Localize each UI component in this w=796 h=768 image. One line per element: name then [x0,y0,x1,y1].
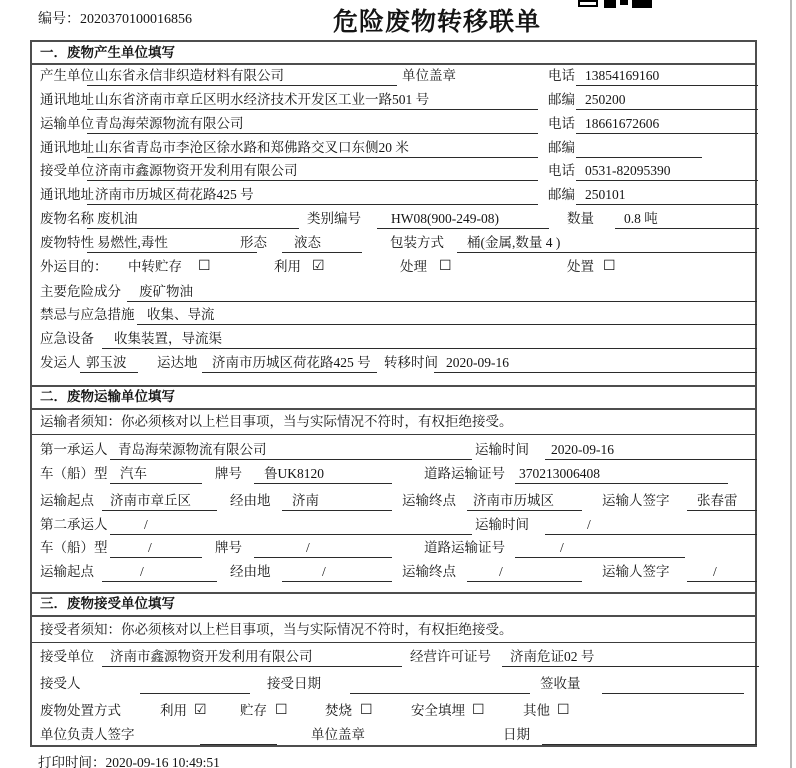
option-label: 贮存 [240,703,267,718]
row-producer [32,66,755,88]
qr-code-fragment [604,0,616,8]
zip-value [576,138,702,158]
phone-label: 电话 [548,116,575,131]
row-transfer-purpose [32,257,755,279]
field-label: 接受单位 [40,163,94,178]
checkbox-treat: ☐ [439,258,452,274]
field-label: 运输起点 [40,493,94,508]
field-label: 主要危险成分 [40,284,121,299]
zip-label: 邮编 [548,140,575,155]
zip-value: 250200 [576,90,758,110]
field-label: 接受单位 [40,649,94,664]
phone-label: 电话 [548,163,575,178]
phone-value: 13854169160 [576,66,758,86]
field-label: 通讯地址 [40,187,94,202]
field-label: 禁忌与应急措施 [40,307,135,322]
qr-code-fragment [632,0,652,8]
row-hazard-component [32,282,755,304]
zip-label: 邮编 [548,92,575,107]
field-label: 第一承运人 [40,442,108,457]
sender-value: 郭玉波 [80,353,138,373]
phone-value: 0531-82095390 [576,161,758,181]
document-number [38,8,192,28]
section1-header: 一．废物产生单位填写 [32,42,755,65]
route-end-value: 济南市历城区 [467,491,582,511]
license-value: 济南危证02 号 [502,647,759,667]
row-emergency-equipment [32,329,755,351]
document-number-label: 编号： [38,12,80,27]
phone-value: 18661672606 [576,114,758,134]
accept-date-label: 接受日期 [267,676,321,691]
row-vehicle1 [32,464,755,486]
row-receiver-notice [32,620,755,643]
field-label: 运输起点 [40,564,94,579]
row-route2 [32,562,755,584]
field-label: 废物特性 [40,235,94,250]
checkbox-transit-storage: ☐ [198,258,211,274]
transfer-time-value: 2020-09-16 [434,353,757,373]
packaging-label: 包装方式 [390,235,444,250]
plate-value: / [254,538,392,558]
manifest-table [30,40,757,747]
row-second-carrier [32,515,755,537]
via-value: 济南 [282,491,392,511]
date-value [542,725,757,745]
measures-value: 收集、导流 [137,305,757,325]
transport-time-label: 运输时间 [475,517,529,532]
received-qty-label: 签收量 [540,676,581,691]
plate-label: 牌号 [215,540,242,555]
print-time-value: 2020-09-16 10:49:51 [105,755,220,768]
option-label: 焚烧 [325,703,352,718]
page-title: 危险废物转移联单 [333,8,542,36]
responsible-signature-value [200,725,277,745]
transfer-time-label: 转移时间 [384,355,438,370]
receiver-address-value: 济南市历城区荷花路425 号 [87,185,538,205]
acceptor-value [140,674,250,694]
traits-value: 易燃性,毒性 [87,233,257,253]
field-label: 运输单位 [40,116,94,131]
row-first-carrier [32,440,755,462]
checkbox-store: ☐ [275,702,288,718]
option-label: 利用 [160,703,187,718]
receiver-notice-text: 接受者须知：你必须核对以上栏目事项，当与实际情况不符时，有权拒绝接受。 [40,622,513,637]
phone-label: 电话 [548,68,575,83]
row-responsible-signature [32,725,755,747]
row-receiver-address [32,185,755,207]
transport-time-value: / [545,515,757,535]
field-label: 应急设备 [40,331,94,346]
waste-name-value: 废机油 [87,209,299,229]
zip-label: 邮编 [548,187,575,202]
hazard-value: 废矿物油 [127,282,757,302]
plate-value: 鲁UK8120 [254,464,392,484]
checkbox-incinerate: ☐ [360,702,373,718]
row-acceptor [32,674,755,696]
accepting-unit-value: 济南市鑫源物资开发利用有限公司 [102,647,402,667]
unit-seal-label: 单位盖章 [311,727,365,742]
vehicle-type-value: / [110,538,202,558]
route-end-label: 运输终点 [402,493,456,508]
seal-label: 单位盖章 [402,68,456,83]
field-label: 发运人 [40,355,81,370]
producer-address-value: 山东省济南市章丘区明水经济技术开发区工业一路501 号 [87,90,538,110]
route-end-label: 运输终点 [402,564,456,579]
row-transporter-notice [32,412,755,435]
option-label: 其他 [523,703,550,718]
row-producer-address [32,90,755,112]
route-start-value: / [102,562,217,582]
quantity-value: 0.8 吨 [615,209,759,229]
zip-value: 250101 [576,185,758,205]
transporter-value: 青岛海荣源物流有限公司 [87,114,538,134]
permit-label: 道路运输证号 [424,466,505,481]
section3-header: 三．废物接受单位填写 [32,592,755,617]
field-label: 通讯地址 [40,140,94,155]
field-label: 产生单位 [40,68,94,83]
carrier-signature-value: / [687,562,757,582]
print-time-label: 打印时间： [38,755,106,768]
accept-date-value [350,674,530,694]
first-carrier-value: 青岛海荣源物流有限公司 [110,440,472,460]
transporter-notice-text: 运输者须知：你必须核对以上栏目事项，当与实际情况不符时，有权拒绝接受。 [40,414,513,429]
row-waste-traits [32,233,755,255]
transport-time-value: 2020-09-16 [545,440,757,460]
field-label: 单位负责人签字 [40,727,135,742]
checkbox-utilize: ☑ [194,702,207,718]
receiver-value: 济南市鑫源物资开发利用有限公司 [87,161,538,181]
row-route1 [32,491,755,513]
second-carrier-value: / [110,515,472,535]
row-vehicle2 [32,538,755,560]
equipment-value: 收集装置，导流渠 [102,329,757,349]
carrier-signature-value: 张春雷 [687,491,757,511]
vehicle-type-value: 汽车 [110,464,202,484]
option-label: 利用 [274,259,301,274]
section2-header: 二．废物运输单位填写 [32,385,755,410]
via-value: / [282,562,392,582]
field-label: 废物处置方式 [40,703,121,718]
permit-value: 370213006408 [515,464,728,484]
transport-time-label: 运输时间 [475,442,529,457]
option-label: 中转贮存 [128,259,182,274]
page-edge-line [790,0,792,768]
via-label: 经由地 [230,493,271,508]
row-waste-name [32,209,755,231]
field-label: 外运目的： [40,259,108,274]
license-label: 经营许可证号 [410,649,491,664]
field-label: 第二承运人 [40,517,108,532]
row-sender [32,353,755,375]
option-label: 处置 [567,259,594,274]
carrier-signature-label: 运输人签字 [602,493,670,508]
plate-label: 牌号 [215,466,242,481]
field-label: 车（船）型 [40,540,108,555]
route-start-value: 济南市章丘区 [102,491,217,511]
destination-label: 运达地 [157,355,198,370]
carrier-signature-label: 运输人签字 [602,564,670,579]
checkbox-utilize: ☑ [312,258,325,274]
option-label: 处理 [400,259,427,274]
checkbox-other: ☐ [557,702,570,718]
via-label: 经由地 [230,564,271,579]
route-end-value: / [467,562,582,582]
date-label: 日期 [503,727,530,742]
qr-code-fragment [620,0,628,5]
row-transporter-address [32,138,755,160]
document-number-value: 2020370100016856 [80,12,192,27]
print-time [38,751,220,768]
packaging-value: 桶(金属,数量 4 ) [457,233,757,253]
checkbox-landfill: ☐ [472,702,485,718]
quantity-label: 数量 [567,211,594,226]
qr-code-fragment [578,0,598,7]
permit-value: / [515,538,685,558]
category-value: HW08(900-249-08) [377,209,549,229]
row-transporter [32,114,755,136]
checkbox-dispose: ☐ [603,258,616,274]
row-receiver [32,161,755,183]
field-label: 通讯地址 [40,92,94,107]
field-label: 废物名称 [40,211,94,226]
field-label: 车（船）型 [40,466,108,481]
form-label: 形态 [240,235,267,250]
row-disposal-method [32,701,755,723]
permit-label: 道路运输证号 [424,540,505,555]
option-label: 安全填埋 [411,703,465,718]
field-label: 接受人 [40,676,81,691]
row-accepting-unit [32,647,755,669]
transporter-address-value: 山东省青岛市李沧区徐水路和郑佛路交叉口东侧20 米 [87,138,538,158]
received-qty-value [602,674,744,694]
form-value: 液态 [282,233,362,253]
category-label: 类别编号 [307,211,361,226]
producer-value: 山东省永信非织造材料有限公司 [87,66,397,86]
row-emergency-measures [32,305,755,327]
destination-value: 济南市历城区荷花路425 号 [202,353,377,373]
